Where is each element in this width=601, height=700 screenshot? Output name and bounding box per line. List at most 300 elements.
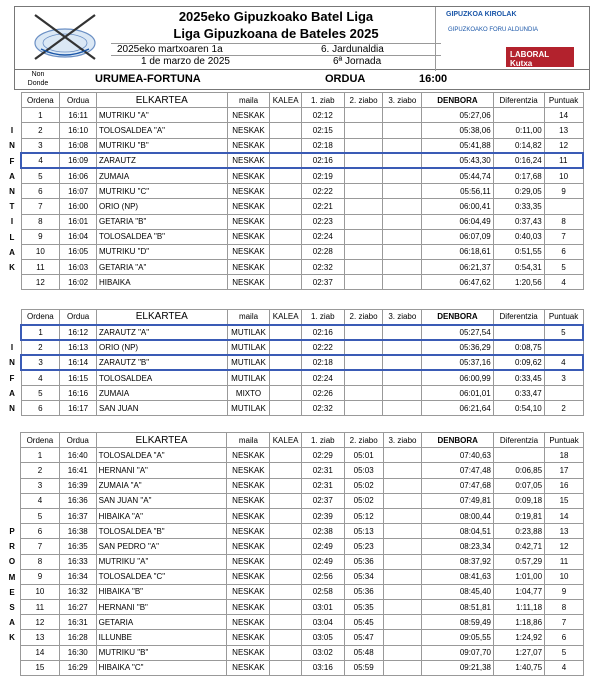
table-cell: 12: [544, 138, 583, 153]
table-cell: 06:01,01: [422, 385, 493, 400]
side-label-letter: N: [9, 141, 15, 151]
table-cell: [383, 108, 422, 123]
table-cell: 13: [21, 630, 60, 645]
category-side-label: [6, 123, 18, 275]
table-cell: 05:27,54: [422, 325, 493, 340]
table-cell: 05:41,88: [422, 138, 493, 153]
table-cell: NESKAK: [227, 244, 270, 259]
table-cell: 05:03: [344, 463, 383, 478]
category-side-label: [6, 524, 18, 646]
table-cell: [270, 385, 301, 400]
table-cell: 05:47: [344, 630, 383, 645]
side-label-letter: F: [9, 156, 15, 166]
table-row: [21, 448, 584, 463]
table-cell: 05:02: [344, 478, 383, 493]
date-row-es: [111, 55, 441, 66]
table-cell: 1:20,56: [493, 275, 544, 290]
table-cell: [344, 260, 383, 275]
table-cell: [383, 554, 422, 569]
table-cell: 06:21,37: [422, 260, 493, 275]
table-cell: 07:47,48: [422, 463, 494, 478]
table-cell: 02:21: [301, 199, 344, 214]
table-cell: 16:13: [60, 340, 97, 355]
race-location: URUMEA-FORTUNA: [95, 73, 201, 85]
table-cell: 0:09,62: [493, 355, 544, 370]
table-cell: [544, 340, 583, 355]
table-cell: [344, 229, 383, 244]
table-header-row: [21, 93, 583, 108]
side-label-letter: A: [9, 247, 15, 257]
table-row: [21, 260, 583, 275]
table-cell: 16:10: [60, 123, 97, 138]
table-cell: 03:02: [301, 645, 344, 660]
table-cell: 05:12: [344, 508, 383, 523]
table-cell: [383, 168, 422, 183]
column-header: Ordena: [21, 433, 60, 448]
table-cell: 02:37: [301, 493, 344, 508]
table-cell: 16:30: [59, 645, 96, 660]
side-label-letter: M: [8, 572, 16, 582]
table-cell: 1:18,86: [493, 615, 544, 630]
table-cell: GETARIA "B": [96, 214, 227, 229]
table-cell: 14: [544, 108, 583, 123]
table-row: [21, 229, 583, 244]
table-cell: 15: [21, 660, 60, 675]
column-header: 1. ziab: [301, 310, 344, 325]
table-cell: 8: [21, 214, 60, 229]
table-cell: 7: [21, 199, 60, 214]
table-cell: 02:56: [301, 569, 344, 584]
table-cell: 9: [544, 184, 583, 199]
table-cell: 16:27: [59, 600, 96, 615]
table-cell: 1: [21, 448, 60, 463]
results-table-3: [20, 432, 584, 676]
table-cell: 05:48: [344, 645, 383, 660]
table-cell: 03:04: [301, 615, 344, 630]
table-cell: [270, 199, 301, 214]
race-time-label: ORDUA: [325, 73, 366, 85]
table-cell: SAN JUAN: [96, 401, 227, 416]
table-cell: 02:49: [301, 554, 344, 569]
table-cell: [270, 463, 301, 478]
table-cell: 08:04,51: [422, 524, 494, 539]
table-cell: 4: [544, 275, 583, 290]
table-cell: 06:04,49: [422, 214, 493, 229]
table-cell: 5: [21, 168, 60, 183]
table-row: [21, 153, 583, 168]
table-cell: [270, 168, 301, 183]
table-cell: MUTILAK: [227, 340, 270, 355]
table-cell: 0:29,05: [493, 184, 544, 199]
table-cell: 16:09: [60, 153, 97, 168]
side-label-letter: O: [8, 557, 16, 567]
table-cell: 02:23: [301, 214, 344, 229]
table-cell: [383, 260, 422, 275]
table-cell: 7: [544, 229, 583, 244]
table-cell: 15: [545, 493, 584, 508]
column-header: Diferentzia: [493, 433, 544, 448]
table-cell: 09:07,70: [422, 645, 494, 660]
table-cell: 05:01: [344, 448, 383, 463]
table-cell: 2: [21, 340, 60, 355]
table-cell: NESKAK: [227, 199, 270, 214]
table-cell: 17: [545, 463, 584, 478]
table-cell: NESKAK: [227, 645, 270, 660]
table-cell: HIBAIKA: [96, 275, 227, 290]
table-cell: [270, 260, 301, 275]
table-cell: 07:47,68: [422, 478, 494, 493]
column-header: Puntuak: [545, 433, 584, 448]
table-cell: 16:40: [59, 448, 96, 463]
table-cell: [270, 584, 301, 599]
table-cell: [344, 325, 383, 340]
table-cell: 02:31: [301, 478, 344, 493]
race-info-row: [14, 70, 590, 90]
table-cell: NESKAK: [227, 600, 270, 615]
table-cell: [383, 448, 422, 463]
table-cell: 16:05: [60, 244, 97, 259]
side-label-letter: A: [9, 388, 15, 398]
column-header: Ordua: [60, 93, 97, 108]
column-header: Puntuak: [544, 93, 583, 108]
table-cell: 18: [545, 448, 584, 463]
table-cell: 16:00: [60, 199, 97, 214]
table-cell: 02:32: [301, 260, 344, 275]
table-cell: 05:35: [344, 600, 383, 615]
table-cell: [344, 244, 383, 259]
table-cell: 16: [545, 478, 584, 493]
table-cell: [493, 448, 544, 463]
table-cell: [383, 493, 422, 508]
table-cell: 02:39: [301, 508, 344, 523]
table-cell: [270, 524, 301, 539]
table-cell: 05:38,06: [422, 123, 493, 138]
column-header: DENBORA: [422, 433, 494, 448]
column-header: maila: [227, 310, 270, 325]
table-cell: 9: [21, 569, 60, 584]
table-cell: 16:31: [59, 615, 96, 630]
table-cell: [270, 370, 301, 385]
column-header: Diferentzia: [493, 310, 544, 325]
table-cell: [270, 554, 301, 569]
table-row: [21, 660, 584, 675]
table-row: [21, 584, 584, 599]
table-cell: 16:34: [59, 569, 96, 584]
table-cell: 1:24,92: [493, 630, 544, 645]
table-cell: [344, 385, 383, 400]
table-cell: 1:01,00: [493, 569, 544, 584]
table-row: [21, 184, 583, 199]
table-cell: 16:06: [60, 168, 97, 183]
table-cell: ILLUNBE: [96, 630, 227, 645]
table-cell: [270, 600, 301, 615]
sponsor-box: [435, 7, 589, 71]
table-cell: 0:23,88: [493, 524, 544, 539]
table-cell: [270, 325, 301, 340]
table-cell: 16:07: [60, 184, 97, 199]
table-cell: HIBAIKA "B": [96, 584, 227, 599]
side-label-letter: E: [9, 587, 15, 597]
table-cell: 1:04,77: [493, 584, 544, 599]
column-header: 2. ziabo: [344, 93, 383, 108]
table-cell: 05:59: [344, 660, 383, 675]
table-cell: 3: [21, 355, 60, 370]
side-label-letter: S: [9, 603, 15, 613]
table-cell: 7: [21, 539, 60, 554]
table-cell: [383, 199, 422, 214]
table-cell: MUTILAK: [227, 370, 270, 385]
table-cell: [544, 385, 583, 400]
table-cell: 0:51,55: [493, 244, 544, 259]
column-header: 1. ziab: [301, 433, 344, 448]
table-cell: GETARIA "A": [96, 260, 227, 275]
table-cell: 03:16: [301, 660, 344, 675]
table-cell: 10: [544, 168, 583, 183]
column-header: 3. ziabo: [383, 310, 422, 325]
table-cell: GETARIA: [96, 615, 227, 630]
column-header: Ordua: [59, 433, 96, 448]
table-cell: 10: [545, 569, 584, 584]
table-cell: [493, 325, 544, 340]
side-label-letter: R: [9, 542, 15, 552]
table-cell: 16:33: [59, 554, 96, 569]
side-label-letter: N: [9, 404, 15, 413]
table-row: [21, 370, 583, 385]
table-cell: [344, 401, 383, 416]
table-row: [21, 463, 584, 478]
table-cell: 02:31: [301, 463, 344, 478]
table-cell: 06:07,09: [422, 229, 493, 244]
table-row: [21, 199, 583, 214]
table-cell: 3: [21, 478, 60, 493]
table-cell: 11: [21, 600, 60, 615]
side-label-letter: A: [9, 171, 15, 181]
table-cell: NESKAK: [227, 123, 270, 138]
column-header: KALEA: [270, 93, 301, 108]
table-cell: 02:19: [301, 168, 344, 183]
table-cell: 14: [21, 645, 60, 660]
column-header: 1. ziab: [301, 93, 344, 108]
column-header: ELKARTEA: [96, 310, 227, 325]
table-cell: TOLOSALDEA "B": [96, 524, 227, 539]
table-cell: [383, 584, 422, 599]
table-cell: 08:59,49: [422, 615, 494, 630]
table-cell: 4: [21, 370, 60, 385]
table-cell: ZARAUTZ "A": [96, 325, 227, 340]
table-cell: [383, 385, 422, 400]
table-cell: 1:11,18: [493, 600, 544, 615]
table-cell: [383, 478, 422, 493]
table-cell: 05:44,74: [422, 168, 493, 183]
table-cell: 0:54,31: [493, 260, 544, 275]
table-row: [21, 524, 584, 539]
table-cell: [383, 214, 422, 229]
table-cell: NESKAK: [227, 539, 270, 554]
table-cell: 16:39: [59, 478, 96, 493]
table-cell: ZARAUTZ: [96, 153, 227, 168]
table-row: [21, 325, 583, 340]
table-cell: NESKAK: [227, 584, 270, 599]
table-cell: 05:13: [344, 524, 383, 539]
gipuzkoa-kirolak-logo: GIPUZKOA KIROLAK: [446, 11, 517, 18]
race-time: 16:00: [419, 73, 448, 85]
side-label-letter: K: [9, 263, 15, 273]
column-header: Ordena: [21, 93, 60, 108]
table-cell: [383, 508, 422, 523]
table-row: [21, 275, 583, 290]
table-cell: 0:14,82: [493, 138, 544, 153]
table-cell: NESKAK: [227, 508, 270, 523]
table-cell: 02:38: [301, 524, 344, 539]
table-cell: 02:29: [301, 448, 344, 463]
table-cell: 02:22: [301, 184, 344, 199]
table-cell: 13: [544, 123, 583, 138]
table-cell: 02:18: [301, 355, 344, 370]
table-cell: [344, 370, 383, 385]
table-cell: [383, 244, 422, 259]
table-cell: 1: [21, 108, 60, 123]
table-cell: 05:36: [344, 554, 383, 569]
table-cell: 03:01: [301, 600, 344, 615]
date-row-eu: [111, 43, 441, 54]
table-cell: [383, 370, 422, 385]
column-header: Ordena: [21, 310, 60, 325]
table-row: [21, 214, 583, 229]
table-cell: 0:16,24: [493, 153, 544, 168]
table-cell: 0:37,43: [493, 214, 544, 229]
table-cell: [383, 524, 422, 539]
table-cell: NESKAK: [227, 478, 270, 493]
table-row: [21, 340, 583, 355]
column-header: 2. ziabo: [344, 310, 383, 325]
table-cell: 3: [544, 370, 583, 385]
table-cell: 05:23: [344, 539, 383, 554]
table-cell: 10: [21, 244, 60, 259]
table-cell: 0:09,18: [493, 493, 544, 508]
table-cell: 02:24: [301, 229, 344, 244]
table-row: [21, 493, 584, 508]
table-cell: 5: [21, 385, 60, 400]
table-cell: [383, 355, 422, 370]
table-cell: NESKAK: [227, 138, 270, 153]
table-cell: 0:54,10: [493, 401, 544, 416]
table-cell: [383, 153, 422, 168]
table-cell: 5: [544, 325, 583, 340]
table-cell: 0:08,75: [493, 340, 544, 355]
table-row: [21, 539, 584, 554]
table-cell: [270, 244, 301, 259]
table-cell: 12: [21, 615, 60, 630]
gipuzkoa-foru-aldundia-text: GIPUZKOAKO FORU ALDUNDIA: [448, 27, 539, 33]
table-cell: 6: [544, 244, 583, 259]
column-header: DENBORA: [422, 310, 493, 325]
table-cell: [493, 108, 544, 123]
table-cell: 16:37: [59, 508, 96, 523]
table-cell: MUTILAK: [227, 325, 270, 340]
table-cell: HERNANI "A": [96, 463, 227, 478]
table-cell: 02:26: [301, 385, 344, 400]
table-cell: [270, 229, 301, 244]
side-label-letter: I: [10, 217, 14, 227]
table-cell: NESKAK: [227, 168, 270, 183]
table-cell: 05:27,06: [422, 108, 493, 123]
table-cell: SAN JUAN "A": [96, 493, 227, 508]
table-cell: ORIO (NP): [96, 199, 227, 214]
table-cell: 16:03: [60, 260, 97, 275]
table-header-row: [21, 310, 583, 325]
table-cell: 16:32: [59, 584, 96, 599]
table-cell: 02:32: [301, 401, 344, 416]
table-row: [21, 401, 583, 416]
table-cell: 0:11,00: [493, 123, 544, 138]
jornada-es: 6ª Jornada: [333, 56, 382, 67]
table-cell: 0:57,29: [493, 554, 544, 569]
table-cell: NESKAK: [227, 108, 270, 123]
table-row: [21, 645, 584, 660]
table-cell: NESKAK: [227, 153, 270, 168]
table-cell: HIBAIKA "C": [96, 660, 227, 675]
table-cell: 0:17,68: [493, 168, 544, 183]
table-cell: 10: [21, 584, 60, 599]
table-cell: 6: [21, 184, 60, 199]
table-cell: 16:14: [60, 355, 97, 370]
results-table-2: [20, 309, 584, 416]
table-cell: 14: [545, 508, 584, 523]
table-cell: [344, 138, 383, 153]
table-row: [21, 554, 584, 569]
table-cell: [270, 214, 301, 229]
table-cell: 07:49,81: [422, 493, 494, 508]
table-cell: [270, 340, 301, 355]
table-cell: [383, 630, 422, 645]
table-cell: 07:40,63: [422, 448, 494, 463]
table-cell: 2: [21, 463, 60, 478]
table-cell: 09:05,55: [422, 630, 494, 645]
table-cell: 05:56,11: [422, 184, 493, 199]
table-cell: 5: [545, 645, 584, 660]
table-cell: [383, 539, 422, 554]
table-cell: 02:16: [301, 325, 344, 340]
date-eu: 2025eko martxoaren 1a: [117, 44, 223, 55]
table-row: [21, 478, 584, 493]
column-header: ELKARTEA: [96, 433, 227, 448]
table-cell: HIBAIKA "A": [96, 508, 227, 523]
table-cell: 06:18,61: [422, 244, 493, 259]
table-cell: [383, 401, 422, 416]
table-cell: [270, 448, 301, 463]
table-cell: MUTRIKU "D": [96, 244, 227, 259]
batel-liga-logo: [21, 9, 109, 69]
side-label-letter: P: [9, 527, 15, 536]
table-cell: 16:01: [60, 214, 97, 229]
table-row: [21, 569, 584, 584]
table-cell: 0:33,47: [493, 385, 544, 400]
table-row: [21, 600, 584, 615]
table-cell: [383, 600, 422, 615]
table-cell: [344, 108, 383, 123]
side-label-letter: I: [10, 126, 14, 136]
table-cell: [383, 340, 422, 355]
table-cell: MUTRIKU "C": [96, 184, 227, 199]
table-cell: 9: [21, 229, 60, 244]
side-label-letter: A: [9, 618, 15, 628]
column-header: 3. ziabo: [383, 93, 422, 108]
table-row: [21, 168, 583, 183]
table-cell: 02:12: [301, 108, 344, 123]
table-cell: 4: [545, 660, 584, 675]
table-cell: 6: [545, 630, 584, 645]
table-cell: [344, 153, 383, 168]
